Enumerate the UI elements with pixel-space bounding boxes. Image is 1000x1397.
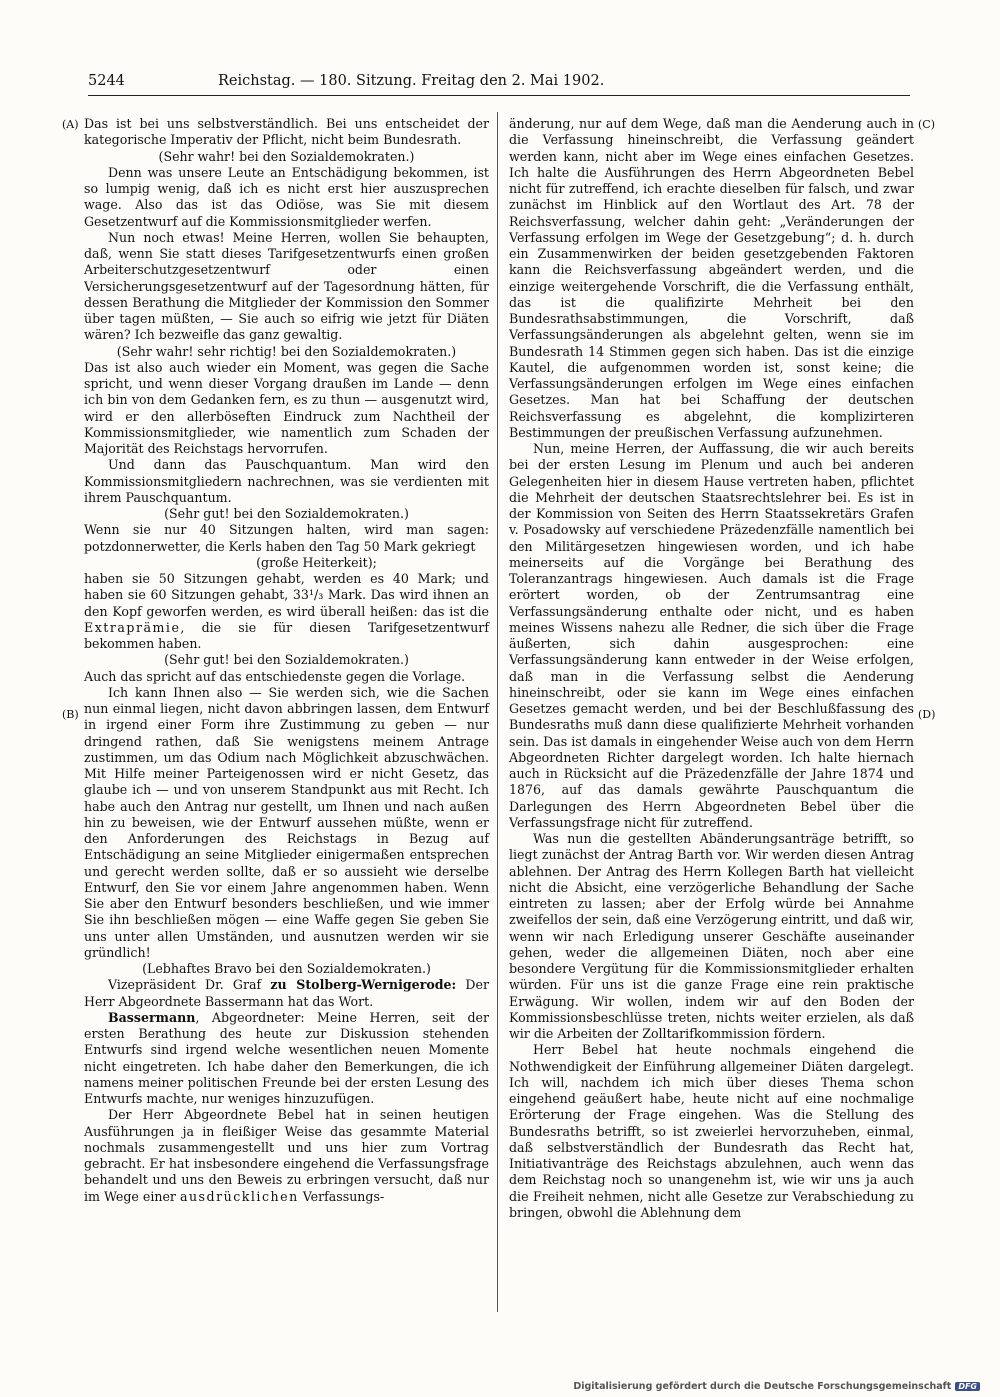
page-title: Reichstag. — 180. Sitzung. Freitag den 2. Mai 1902. <box>218 73 605 89</box>
interjection: (Sehr wahr! bei den Sozialdemokraten.) <box>158 148 415 164</box>
page-number: 5244 <box>88 73 125 89</box>
interjection: (Sehr wahr! sehr richtig! bei den Sozialdemokraten.) <box>116 343 457 359</box>
speaker-name: zu Stolberg-Wernigerode: <box>270 977 457 993</box>
margin-marker-b: (B) <box>62 708 79 721</box>
paragraph: Das ist also auch wieder ein Moment, was gegen die Sache spricht, und wenn dieser Vorgang draußen im Lande — denn ich bin von dem Gedanken fern, es zu thun — ausgenutzt wird, wird er den allerböseften Eindruck zum Nachtheil der Kommissionsmitglieder, wie namentlich zum Schaden der Majorität des Reichstags hervorrufen. <box>84 359 489 456</box>
paragraph: Und dann das Pauschquantum. Man wird den Kommissionsmitgliedern nachrechnen, was sie verdienten mit ihrem Pauschquantum. <box>84 457 489 505</box>
speaker-name: Bassermann <box>108 1009 196 1025</box>
paragraph: Denn was unsere Leute an Entschädigung bekommen, ist so lumpig wenig, daß ich es nicht erst hier auszusprechen wage. Also das ist das Odiöse, was Sie mit diesem Gesetzentwurf auf die Kommissionsmitglieder werfen. <box>84 164 489 229</box>
text-run: Der Herr Abgeordnete Bebel hat in seinen heutigen Ausführungen ja in fleißiger Weise das gesammte Material nochmals zusammengestellt und uns hier zum Vortrag gebracht. Er hat insbesondere eingehend die Verfassungsfrage behandelt und uns den Beweis zu erbringen versucht, daß nur im Wege einer <box>84 1107 489 1204</box>
paragraph <box>84 1107 489 1205</box>
footer-credit: Digitalisierung gefördert durch die Deutsche Forschungsgemeinschaft <box>573 1381 952 1392</box>
interjection: (Sehr gut! bei den Sozialdemokraten.) <box>164 652 409 668</box>
paragraph: Wenn sie nur 40 Sitzungen halten, wird man sagen: potzdonnerwetter, die Kerls haben den Tag 50 Mark gekriegt <box>84 522 489 554</box>
right-column <box>509 116 914 1221</box>
interjection: (Sehr gut! bei den Sozialdemokraten.) <box>164 506 409 521</box>
speaker-intro <box>84 977 489 1010</box>
paragraph: Was nun die gestellten Abänderungsanträge betrifft, so liegt zunächst der Antrag Barth vor. Wir werden diesen Antrag ablehnen. Der Antrag des Herrn Kollegen Barth hat vielleicht nicht die Absicht, eine verzögerliche Behandlung der Sache eintreten zu lassen; aber der Erfolg würde bei Annahme zweifellos der sein, daß eine Verzögerung eintritt, und daß wir, wenn wir nach Erledigung unserer Geschäfte auseinander gehen, weder die allgemeinen Diäten, noch aber eine besondere Vergütung für die Kommissionsmitglieder erhalten würden. Für uns ist die ganze Frage eine rein praktische Erwägung. Wir wollen, indem wir auf den Boden der Kommissionsbeschlüsse treten, nichts weiter erzielen, als daß wir die Arbeiten der Zolltarifkommission fördern. <box>509 831 914 1041</box>
speech-paragraph <box>84 1010 489 1108</box>
header-rule <box>88 95 910 96</box>
text-run: Verfassungs- <box>298 1188 385 1204</box>
left-column <box>84 116 489 1205</box>
paragraph: Ich kann Ihnen also — Sie werden sich, wie die Sachen nun einmal liegen, nicht davon abbringen lassen, dem Entwurf in irgend einer Form ihre Zustimmung zu geben — nur dringend rathen, daß Sie wenigstens meinem Antrage zustimmen, um das Odium nach Möglichkeit abzuschwächen. Mit Hilfe meiner Parteigenossen wird er nicht Gesetz, das glaube ich — und von unserem Standpunkt aus mit Recht. Ich habe auch den Antrag nur gestellt, um Ihnen und nach außen hin zu beweisen, wie der Entwurf aussehen müßte, wenn er den Anforderungen des Reichstags in Bezug auf Entschädigung an seine Mitglieder einigermaßen entsprechen und gerecht werden sollte, daß er so aussieht wie derselbe Entwurf, den Sie vor einem Jahre angenommen haben. Wenn Sie aber den Entwurf besonders beschließen, und wie immer Sie ihn beschließen mögen — eine Waffe gegen Sie geben Sie uns unter allen Umständen, und ausnutzen werden wir sie gründlich! <box>84 684 489 960</box>
interjection: (große Heiterkeit); <box>256 554 377 570</box>
page-header <box>88 72 910 90</box>
text-run: Vizepräsident Dr. Graf <box>108 977 271 993</box>
text-run: , Abgeordneter: Meine Herren, seit der ersten Berathung des heute zur Diskussion stehenden Entwurfs sind irgend welche wesentlichen neuen Momente nicht eingetreten. Ich habe daher den Bemerkungen, die ich namens meiner politischen Freunde bei der ersten Lesung des Entwurfs machte, nur weniges hinzuzufügen. <box>84 1009 489 1106</box>
page-footer <box>573 1381 980 1392</box>
paragraph: Herr Bebel hat heute nochmals eingehend die Nothwendigkeit der Einführung allgemeiner Diäten dargelegt. Ich will, nachdem ich mich über dieses Thema schon eingehend geäußert habe, heute nicht auf eine nochmalige Erörterung der Frage eingehen. Was die Stellung des Bundesraths betrifft, so ist zweierlei hervorzuheben, einmal, daß selbstverständlich der Bundesrath das Recht hat, Initiativanträge des Reichstags abzulehnen, auch wenn das dem Reichstag noch so unangenehm ist, wie wir uns ja auch die Freiheit nehmen, nicht alle Gesetze zur Verabschiedung zu bringen, obwohl die Ablehnung dem <box>509 1042 914 1220</box>
emphasis-text: ausdrücklichen <box>179 1188 299 1204</box>
paragraph: änderung, nur auf dem Wege, daß man die Aenderung auch in die Verfassung hineinschreibt, die Verfassung geändert werden kann, nicht aber im Wege eines einfachen Gesetzes. Ich halte die Ausführungen des Herrn Abgeordneten Bebel nicht für zutreffend, ich erachte dieselben für falsch, und zwar zunächst im Hinblick auf den Wortlaut des Art. 78 der Reichsverfassung, welcher dahin geht: „Veränderungen der Verfassung erfolgen im Wege der Gesetzgebung“; d. h. durch ein Zusammenwirken der beiden gesetzgebenden Faktoren kann die Reichsverfassung abgeändert werden, und die einzige weitergehende Vorschrift, die die Verfassung enthält, das ist die qualifizirte Mehrheit bei den Bundesrathsabstimmungen, die Vorschrift, daß Verfassungsänderungen als abgelehnt gelten, wenn sie im Bundesrath 14 Stimmen gegen sich haben. Das ist die einzige Kautel, die aufgenommen worden ist, sonst keine; die Verfassungsänderungen erfolgen im Wege eines einfachen Gesetzes. Man hat bei Schaffung der deutschen Reichsverfassung es abgelehnt, die komplizirteren Bestimmungen der preußischen Verfassung aufzunehmen. <box>509 116 914 440</box>
paragraph <box>84 571 489 652</box>
interjection: (Lebhaftes Bravo bei den Sozialdemokraten.) <box>142 961 431 976</box>
margin-marker-d: (D) <box>918 708 936 721</box>
dfg-logo: DFG <box>955 1382 980 1391</box>
text-run: haben sie 50 Sitzungen gehabt, werden es 40 Mark; und haben sie 60 Sitzungen gehabt, 33¹/₃ Mark. Das wird ihnen an den Kopf geworfen werden, es wird überall heißen: das ist die <box>84 571 489 619</box>
margin-marker-a: (A) <box>62 118 79 131</box>
paragraph: Auch das spricht auf das entschiedenste gegen die Vorlage. <box>84 668 466 684</box>
text-run: Der Herr Abgeordnete Bassermann hat das Wort. <box>84 977 489 1009</box>
text-run: , die sie für diesen Tarifgesetzentwurf bekommen haben. <box>84 619 489 651</box>
column-divider <box>497 112 498 1312</box>
paragraph: Nun, meine Herren, der Auffassung, die wir auch bereits bei der ersten Lesung im Plenum und auch bei anderen Gelegenheiten hier in diesem Hause vertreten haben, pflichtet die Mehrheit der deutschen Staatsrechtslehrer bei. Es ist in der Kommission von Seiten des Herrn Staatssekretärs Grafen v. Posadowsky auf verschiedene Präzedenzfälle namentlich bei den Militärgesetzen hingewiesen worden, und ich habe meinerseits auf die Vorgänge bei Berathung des Toleranzantrags hingewiesen. Auch damals ist die Frage erörtert worden, ob der Zentrumsantrag eine Verfassungsänderung enthalte oder nicht, und es haben meines Wissens nahezu alle Redner, die sich über die Frage äußerten, sich dahin ausgesprochen: eine Verfassungsänderung kann entweder in der Weise erfolgen, daß man in die Verfassung selbst die Aenderung hineinschreibt, oder sie kann im Wege eines einfachen Gesetzes gemacht werden, und bei der Beschlußfassung des Bundesraths muß dann diese qualifizierte Mehrheit vorhanden sein. Das ist damals in eingehender Weise auch von dem Herrn Abgeordneten Richter dargelegt worden. Ich halte hiernach auch in Rücksicht auf die Präzedenzfälle der Jahre 1874 und 1876, auf das damals gewährte Pauschquantum die Darlegungen des Herrn Abgeordneten Bebel über die Verfassungsfrage nicht für zutreffend. <box>509 441 914 830</box>
paragraph: Das ist bei uns selbstverständlich. Bei uns entscheidet der kategorische Imperativ der Pflicht, nicht beim Bundesrath. <box>84 116 489 148</box>
emphasis-text: Extraprämie <box>84 619 181 635</box>
paragraph: Nun noch etwas! Meine Herren, wollen Sie behaupten, daß, wenn Sie statt dieses Tarifgesetzentwurfs einen großen Arbeiterschutzgesetzentwurf oder einen Versicherungsgesetzentwurf auf der Tagesordnung hätten, für dessen Berathung die Mitglieder der Kommission den Sommer über tagen müßten, — Sie auch so eifrig wie jetzt für Diäten wären? Ich bezweifle das ganz gewaltig. <box>84 229 489 343</box>
margin-marker-c: (C) <box>918 118 935 131</box>
